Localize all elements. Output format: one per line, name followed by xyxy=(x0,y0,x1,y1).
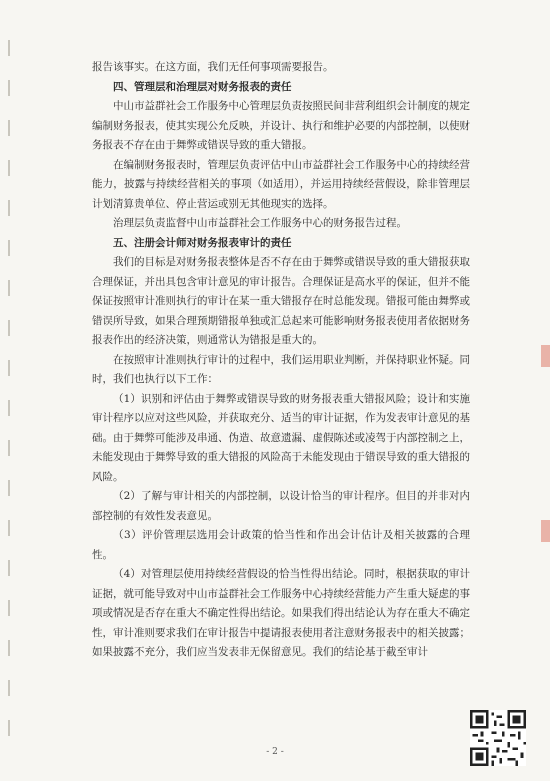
section-heading: 五、注册会计师对财务报表审计的责任 xyxy=(113,236,292,249)
list-item: （2）了解与审计相关的内部控制，以设计恰当的审计程序。但目的并非对内部控制的有效性发表意见。 xyxy=(92,490,470,522)
list-item: （1）识别和评估由于舞弊或错误导致的财务报表重大错报风险；设计和实施审计程序以应对这些风险，并获取充分、适当的审计证据，作为发表审计意见的基础。由于舞弊可能涉及串通、伪造、故意遗漏、虚假陈述或凌驾于内部控制之上，未能发现由于舞弊导致的重大错报的风险高于未能发现由于错误导致的重大错报的风险。 xyxy=(92,392,470,483)
list-item: （4）对管理层使用持续经营假设的恰当性得出结论。同时，根据获取的审计证据，就可能导致对中山市益群社会工作服务中心持续经营能力产生重大疑虑的事项或情况是否存在重大不确定性得出结论。如果我们得出结论认为存在重大不确定性，审计准则要求我们在审计报告中提请报表使用者注意财务报表中的相关披露；如果披露不充分，我们应当发表非无保留意见。我们的结论基于截至审计 xyxy=(92,568,470,658)
binding-holes xyxy=(8,0,18,781)
seal-mark xyxy=(541,520,550,542)
paragraph: 报告该事实。在这方面，我们无任何事项需要报告。 xyxy=(92,61,334,73)
seal-mark xyxy=(541,345,550,367)
paragraph: 治理层负责监督中山市益群社会工作服务中心的财务报告过程。 xyxy=(113,217,407,229)
paragraph: 中山市益群社会工作服务中心管理层负责按照民间非营利组织会计制度的规定编制财务报表，使其实现公允反映，并设计、执行和维护必要的内部控制，以使财务报表不存在由于舞弊或错误导致的重大错报。 xyxy=(92,100,470,151)
qr-code-icon xyxy=(470,710,526,766)
paragraph: 在编制财务报表时，管理层负责评估中山市益群社会工作服务中心的持续经营能力，披露与持续经营相关的事项（如适用），并运用持续经营假设，除非管理层计划清算贵单位、停止营运或别无其他现实的选择。 xyxy=(92,158,470,210)
paragraph: 在按照审计准则执行审计的过程中，我们运用职业判断，并保持职业怀疑。同时，我们也执行以下工作： xyxy=(92,353,470,385)
section-heading: 四、管理层和治理层对财务报表的责任 xyxy=(113,80,292,93)
paragraph: 我们的目标是对财务报表整体是否不存在由于舞弊或错误导致的重大错报获取合理保证，并出具包含审计意见的审计报告。合理保证是高水平的保证，但并不能保证按照审计准则执行的审计在某一重大错报存在时总能发现。错报可能由舞弊或错误所导致，如果合理预期错报单独或汇总起来可能影响财务报表使用者依据财务报表作出的经济决策，则通常认为错报是重大的。 xyxy=(92,256,470,346)
page-number: - 2 - xyxy=(266,747,284,757)
list-item: （3）评价管理层选用会计政策的恰当性和作出会计估计及相关披露的合理性。 xyxy=(92,529,470,561)
document-body xyxy=(92,58,470,663)
